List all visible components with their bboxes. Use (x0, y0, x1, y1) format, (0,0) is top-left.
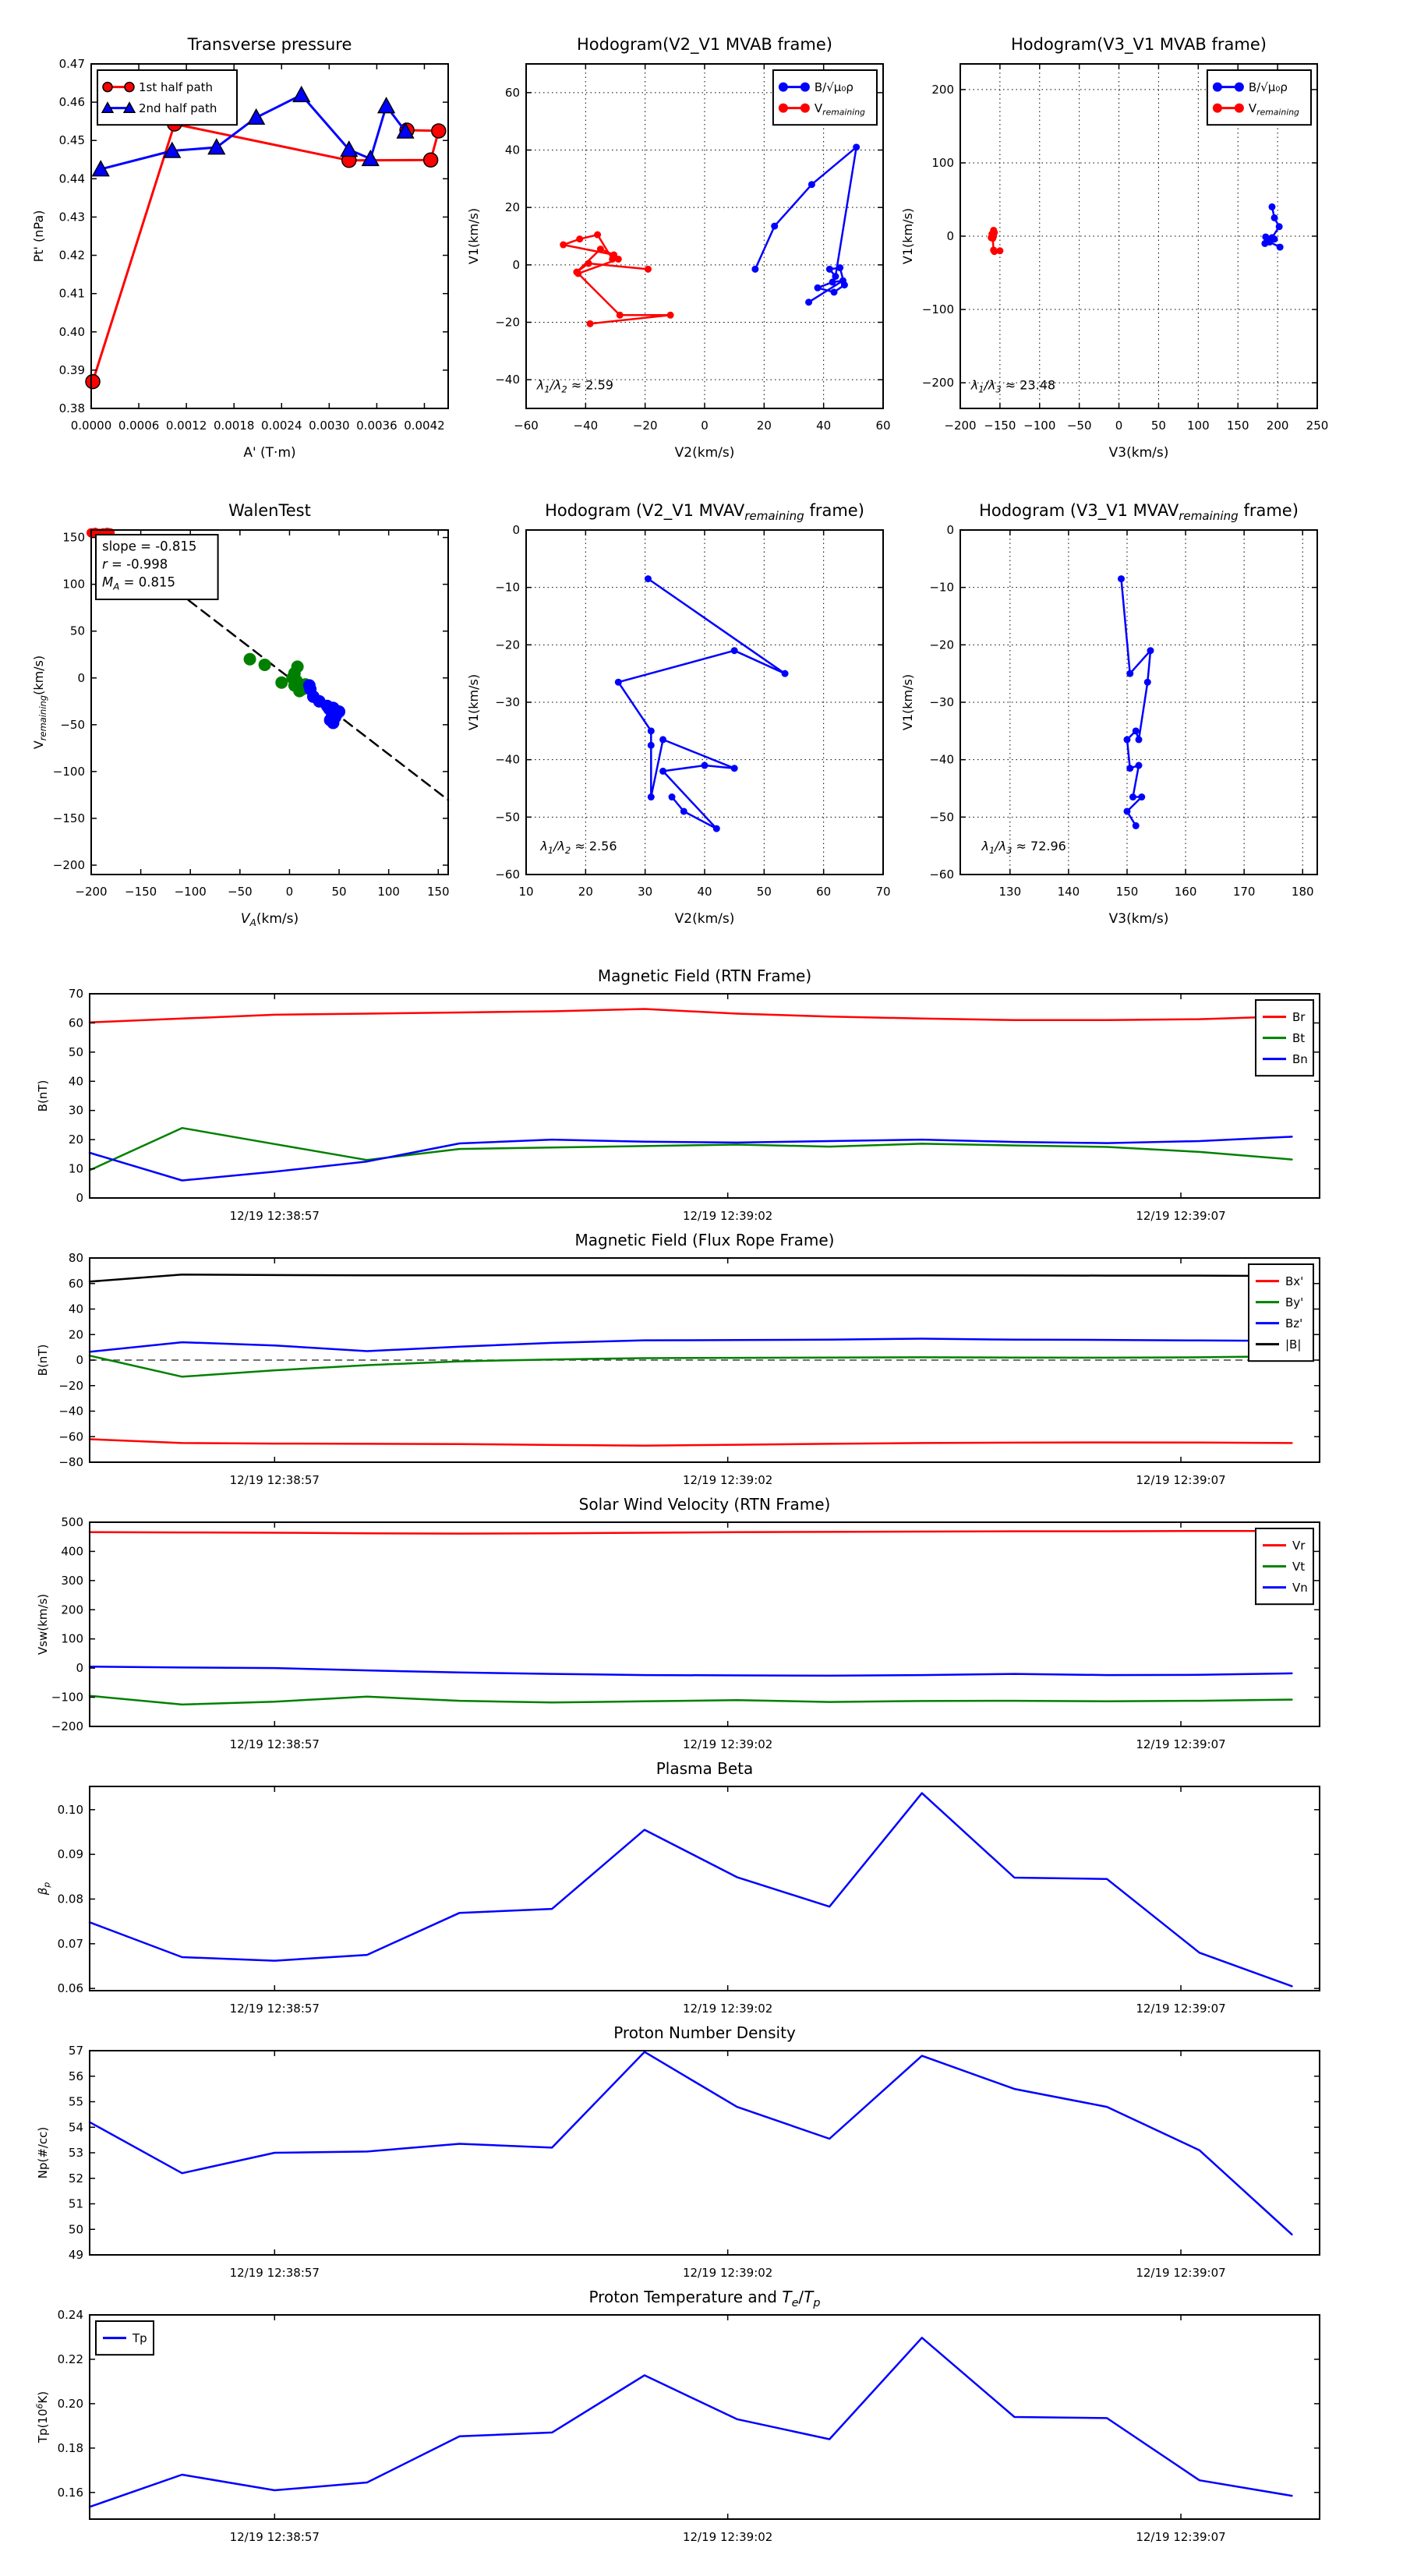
svg-text:−60: −60 (514, 419, 539, 433)
svg-text:12/19 12:39:02: 12/19 12:39:02 (682, 2530, 773, 2544)
svg-text:0: 0 (76, 1191, 83, 1205)
svg-text:V1(km/s): V1(km/s) (900, 207, 915, 265)
svg-text:150: 150 (1115, 885, 1139, 899)
svg-text:12/19 12:39:02: 12/19 12:39:02 (682, 1473, 773, 1487)
svg-text:λ1/λ2 ≈ 2.56: $\lambda_1/\lambda_2 \approx 2.56$ (540, 839, 617, 856)
svg-text:0.08: 0.08 (57, 1892, 83, 1906)
svg-text:0.10: 0.10 (57, 1802, 83, 1817)
series-v-remaining (564, 235, 670, 323)
svg-text:−200: −200 (944, 419, 977, 433)
chart-np (36, 2023, 1320, 2280)
svg-text:400: 400 (61, 1544, 83, 1559)
svg-text:1st half path: 1st half path (139, 80, 214, 94)
svg-text:0.47: 0.47 (58, 57, 85, 71)
series-vt (90, 1696, 1292, 1705)
svg-text:0.0000: 0.0000 (70, 419, 112, 433)
svg-text:Br: Br (1292, 1010, 1306, 1024)
svg-text:Bn: Bn (1292, 1052, 1308, 1066)
svg-text:0.16: 0.16 (57, 2485, 83, 2500)
chart-title: Transverse pressure (187, 35, 352, 54)
chart-title: Magnetic Field (Flux Rope Frame) (574, 1231, 835, 1249)
chart-title: Plasma Beta (656, 1759, 754, 1778)
svg-text:200: 200 (931, 82, 954, 97)
svg-text:56: 56 (68, 2069, 83, 2083)
svg-text:VA(km/s): $V_A(km/s)$ (240, 911, 299, 929)
svg-text:−80: −80 (58, 1455, 83, 1469)
svg-text:0.18: 0.18 (57, 2440, 83, 2455)
svg-text:12/19 12:39:07: 12/19 12:39:07 (1136, 2530, 1226, 2544)
svg-text:20: 20 (504, 200, 520, 215)
chart-walen-test (31, 501, 450, 928)
chart-beta (36, 1759, 1320, 2016)
svg-text:Bt: Bt (1292, 1031, 1306, 1045)
svg-text:130: 130 (998, 885, 1022, 899)
svg-text:12/19 12:39:07: 12/19 12:39:07 (1136, 1473, 1226, 1487)
svg-text:140: 140 (1057, 885, 1080, 899)
svg-text:60: 60 (875, 419, 891, 433)
svg-text:−30: −30 (495, 695, 520, 709)
svg-text:0.41: 0.41 (58, 286, 85, 301)
chart-mag-rtn (36, 966, 1320, 1223)
svg-text:−20: −20 (495, 638, 520, 652)
svg-text:−40: −40 (495, 752, 520, 767)
svg-text:0: 0 (77, 670, 85, 685)
svg-text:−100: −100 (921, 302, 954, 317)
svg-text:Tp: Tp (133, 2331, 147, 2345)
svg-text:12/19 12:38:57: 12/19 12:38:57 (229, 2002, 320, 2016)
svg-text:100: 100 (377, 885, 400, 899)
svg-text:Np(#/cc): Np(#/cc) (36, 2126, 50, 2179)
svg-text:0.44: 0.44 (58, 171, 85, 186)
svg-text:−40: −40 (58, 1404, 83, 1419)
plot-frame (90, 1522, 1320, 1726)
svg-text:60: 60 (504, 85, 520, 100)
svg-text:V3(km/s): V3(km/s) (1108, 911, 1169, 927)
chart-hodogram-v3v1-mvav (900, 501, 1317, 927)
svg-text:12/19 12:38:57: 12/19 12:38:57 (229, 1737, 320, 1751)
svg-text:50: 50 (1150, 419, 1166, 433)
svg-text:40: 40 (68, 1302, 83, 1316)
svg-text:12/19 12:39:07: 12/19 12:39:07 (1136, 1209, 1226, 1223)
svg-text:80: 80 (68, 1251, 83, 1265)
svg-text:60: 60 (68, 1276, 83, 1291)
svg-text:0: 0 (946, 229, 954, 243)
svg-text:0: 0 (512, 523, 520, 537)
svg-text:0.42: 0.42 (58, 248, 85, 263)
svg-text:0.22: 0.22 (57, 2352, 83, 2366)
chart-title: Solar Wind Velocity (RTN Frame) (578, 1495, 831, 1514)
svg-text:−40: −40 (573, 419, 599, 433)
svg-text:Bz': Bz' (1285, 1316, 1303, 1330)
svg-text:0.20: 0.20 (57, 2396, 83, 2411)
svg-text:0.40: 0.40 (58, 324, 85, 339)
svg-text:0: 0 (701, 419, 709, 433)
svg-text:50: 50 (331, 885, 347, 899)
svg-text:12/19 12:38:57: 12/19 12:38:57 (229, 1473, 320, 1487)
svg-text:53: 53 (68, 2146, 83, 2160)
svg-text:0.06: 0.06 (57, 1981, 83, 1996)
svg-text:−40: −40 (495, 373, 520, 387)
svg-text:54: 54 (68, 2120, 83, 2135)
svg-text:−20: −20 (58, 1378, 83, 1393)
series-bt (90, 1128, 1292, 1170)
series--b- (90, 1274, 1292, 1281)
svg-text:Vr: Vr (1292, 1539, 1306, 1553)
legend (1256, 1528, 1313, 1604)
svg-text:12/19 12:39:02: 12/19 12:39:02 (682, 1209, 773, 1223)
svg-text:0: 0 (512, 257, 520, 272)
series-bz- (90, 1339, 1292, 1352)
series-v-path (1122, 579, 1151, 826)
svg-text:50: 50 (68, 2222, 83, 2237)
svg-text:12/19 12:39:07: 12/19 12:39:07 (1136, 2002, 1226, 2016)
svg-text:Bx': Bx' (1285, 1274, 1304, 1288)
svg-text:0: 0 (76, 1353, 83, 1367)
chart-title: Hodogram (V3_V1 $MVAV_{remaining}$ frame) (979, 501, 1299, 523)
chart-title: WalenTest (228, 501, 311, 520)
svg-text:−20: −20 (495, 315, 520, 330)
svg-text:−10: −10 (929, 580, 954, 595)
svg-text:0.0042: 0.0042 (404, 419, 445, 433)
svg-text:50: 50 (69, 624, 85, 638)
chart-title: Hodogram(V2_V1 MVAB frame) (577, 35, 832, 54)
svg-text:−100: −100 (52, 764, 85, 779)
svg-text:0.0006: 0.0006 (118, 419, 160, 433)
chart-transverse-pressure (31, 35, 448, 461)
svg-text:250: 250 (1306, 419, 1329, 433)
svg-text:170: 170 (1232, 885, 1256, 899)
chart-title: Hodogram (V2_V1 $MVAV_{remaining}$ frame) (545, 501, 864, 523)
series-v-path (618, 579, 785, 829)
svg-text:MA = 0.815: $M_A = 0.815$ (102, 574, 175, 592)
svg-text:B/√μ₀ρ: B/√μ₀ρ (814, 80, 853, 94)
svg-text:12/19 12:39:07: 12/19 12:39:07 (1136, 1737, 1226, 1751)
series-beta-p (90, 1793, 1292, 1987)
svg-text:0.0012: 0.0012 (165, 419, 207, 433)
svg-text:V1(km/s): V1(km/s) (466, 207, 481, 265)
svg-text:−20: −20 (929, 638, 954, 652)
svg-text:12/19 12:38:57: 12/19 12:38:57 (229, 1209, 320, 1223)
svg-text:Pt' (nPa): Pt' (nPa) (31, 210, 46, 263)
svg-text:−150: −150 (52, 811, 85, 825)
svg-text:V2(km/s): V2(km/s) (674, 911, 735, 927)
svg-text:40: 40 (697, 885, 712, 899)
legend (97, 70, 237, 125)
svg-text:0: 0 (946, 523, 954, 537)
series-1st-half-path (93, 124, 439, 382)
svg-text:0.38: 0.38 (58, 401, 85, 415)
svg-text:40: 40 (816, 419, 832, 433)
svg-text:30: 30 (638, 885, 653, 899)
svg-text:A' (T·m): A' (T·m) (243, 445, 296, 461)
svg-text:2nd half path: 2nd half path (139, 101, 217, 115)
svg-text:−60: −60 (929, 868, 954, 882)
chart-tp (34, 2288, 1320, 2544)
svg-text:−60: −60 (495, 868, 520, 882)
svg-text:150: 150 (426, 885, 450, 899)
svg-text:150: 150 (1226, 419, 1249, 433)
chart-hodogram-v3v1-mvab (900, 35, 1328, 461)
series-np (90, 2052, 1292, 2235)
svg-text:12/19 12:39:02: 12/19 12:39:02 (682, 1737, 773, 1751)
svg-text:Vremaining(km/s): $V_{remaining}(km/s)$ (31, 655, 48, 750)
legend (1249, 1264, 1313, 1361)
svg-text:−10: −10 (495, 580, 520, 595)
svg-text:50: 50 (756, 885, 772, 899)
svg-text:−30: −30 (929, 695, 954, 709)
svg-text:200: 200 (61, 1602, 83, 1617)
svg-text:−200: −200 (52, 857, 85, 872)
svg-text:−100: −100 (174, 885, 207, 899)
svg-text:20: 20 (756, 419, 772, 433)
chart-title: Proton Number Density (613, 2023, 796, 2042)
svg-text:Vt: Vt (1292, 1560, 1306, 1574)
svg-text:0: 0 (1115, 419, 1123, 433)
svg-text:0.07: 0.07 (57, 1936, 83, 1951)
chart-mag-fr (36, 1231, 1320, 1487)
svg-text:12/19 12:39:07: 12/19 12:39:07 (1136, 2266, 1226, 2280)
svg-text:100: 100 (931, 155, 954, 170)
svg-text:300: 300 (61, 1573, 83, 1588)
svg-text:0: 0 (76, 1661, 83, 1676)
svg-text:50: 50 (68, 1044, 83, 1059)
series-by- (90, 1355, 1292, 1376)
chart-hodogram-v2v1-mvav (466, 501, 891, 927)
svg-text:52: 52 (68, 2171, 83, 2186)
legend (1256, 1000, 1313, 1076)
svg-text:0.46: 0.46 (58, 95, 85, 110)
svg-text:λ1/λ3 ≈ 72.96: $\lambda_1/\lambda_3 \approx 72.96$ (981, 839, 1066, 856)
svg-text:−50: −50 (60, 717, 85, 732)
svg-text:200: 200 (1266, 419, 1289, 433)
svg-text:V1(km/s): V1(km/s) (466, 673, 481, 731)
series-bx- (90, 1440, 1292, 1446)
svg-text:500: 500 (61, 1515, 83, 1529)
svg-text:51: 51 (68, 2196, 83, 2211)
svg-text:Vsw(km/s): Vsw(km/s) (36, 1593, 50, 1655)
series-vn (90, 1666, 1292, 1676)
svg-text:Vremaining: $V_{remaining}$ (814, 101, 865, 118)
legend (773, 70, 877, 125)
legend (96, 2321, 154, 2355)
svg-text:40: 40 (68, 1074, 83, 1089)
svg-text:Tp(106K): $Tp(10^6K)$ (34, 2390, 50, 2443)
svg-text:V3(km/s): V3(km/s) (1108, 445, 1169, 461)
svg-text:60: 60 (68, 1016, 83, 1030)
svg-text:λ1/λ3 ≈ 23.48: $\lambda_1/\lambda_3 \approx 23.48$ (970, 377, 1056, 395)
plot-frame (90, 2315, 1320, 2519)
svg-text:0.0024: 0.0024 (261, 419, 302, 433)
svg-text:slope = -0.815: slope = -0.815 (102, 539, 197, 554)
chart-hodogram-v2v1-mvab (466, 35, 891, 461)
svg-text:10: 10 (518, 885, 534, 899)
legend (1207, 70, 1311, 125)
svg-text:βp: $\beta_p$ (36, 1882, 52, 1896)
svg-text:−200: −200 (51, 1719, 83, 1733)
svg-text:0.45: 0.45 (58, 133, 85, 148)
svg-text:V1(km/s): V1(km/s) (900, 673, 915, 731)
svg-text:−150: −150 (984, 419, 1016, 433)
svg-text:30: 30 (68, 1103, 83, 1118)
series-tp (90, 2337, 1292, 2507)
chart-vsw (36, 1495, 1320, 1751)
svg-text:0.0030: 0.0030 (309, 419, 350, 433)
svg-text:−50: −50 (228, 885, 253, 899)
svg-text:−20: −20 (632, 419, 658, 433)
series-vr (90, 1531, 1292, 1533)
svg-text:Vremaining: $V_{remaining}$ (1248, 101, 1299, 118)
plot-frame (90, 994, 1320, 1198)
svg-text:55: 55 (68, 2094, 83, 2109)
svg-text:B/√μ₀ρ: B/√μ₀ρ (1248, 80, 1288, 94)
svg-text:0.09: 0.09 (57, 1847, 83, 1862)
plot-frame (960, 530, 1317, 875)
svg-text:12/19 12:39:02: 12/19 12:39:02 (682, 2266, 773, 2280)
svg-text:−50: −50 (495, 810, 520, 825)
svg-text:−150: −150 (125, 885, 157, 899)
chart-title: Hodogram(V3_V1 MVAB frame) (1011, 35, 1267, 54)
svg-text:λ1/λ2 ≈ 2.59: $\lambda_1/\lambda_2 \approx 2.59$ (536, 377, 613, 395)
svg-text:By': By' (1285, 1295, 1304, 1309)
svg-text:r = -0.998: r = -0.998 (102, 557, 168, 572)
svg-text:0.0018: 0.0018 (213, 419, 255, 433)
chart-title: Magnetic Field (RTN Frame) (597, 966, 812, 985)
svg-text:160: 160 (1174, 885, 1197, 899)
svg-text:150: 150 (62, 530, 85, 545)
svg-text:−200: −200 (75, 885, 108, 899)
svg-text:B(nT): B(nT) (36, 1080, 50, 1112)
svg-text:−40: −40 (929, 752, 954, 767)
svg-text:12/19 12:39:02: 12/19 12:39:02 (682, 2002, 773, 2016)
chart-title: Proton Temperature and $T_e/T_p$ (588, 2288, 821, 2309)
svg-text:12/19 12:38:57: 12/19 12:38:57 (229, 2266, 320, 2280)
svg-text:70: 70 (875, 885, 891, 899)
svg-text:0.43: 0.43 (58, 210, 85, 224)
svg-text:20: 20 (68, 1133, 83, 1147)
svg-text:|B|: |B| (1285, 1337, 1302, 1352)
svg-text:180: 180 (1291, 885, 1314, 899)
svg-text:−100: −100 (1023, 419, 1056, 433)
svg-text:40: 40 (504, 143, 520, 157)
svg-text:Vn: Vn (1292, 1581, 1308, 1595)
svg-text:0.24: 0.24 (57, 2308, 83, 2322)
svg-text:0.39: 0.39 (58, 362, 85, 377)
svg-text:49: 49 (68, 2248, 83, 2262)
svg-text:100: 100 (62, 577, 85, 592)
svg-text:−50: −50 (1066, 419, 1092, 433)
svg-text:0: 0 (285, 885, 294, 899)
svg-text:−50: −50 (929, 810, 954, 825)
svg-text:V2(km/s): V2(km/s) (674, 445, 735, 461)
svg-text:70: 70 (68, 987, 83, 1001)
svg-text:−200: −200 (921, 376, 954, 390)
svg-text:100: 100 (1187, 419, 1210, 433)
svg-text:−60: −60 (58, 1429, 83, 1444)
svg-text:60: 60 (816, 885, 832, 899)
svg-text:20: 20 (68, 1327, 83, 1342)
svg-text:10: 10 (68, 1161, 83, 1176)
svg-text:100: 100 (61, 1631, 83, 1646)
svg-text:0.0036: 0.0036 (356, 419, 398, 433)
svg-text:12/19 12:38:57: 12/19 12:38:57 (229, 2530, 320, 2544)
svg-text:−100: −100 (51, 1690, 83, 1705)
series-br (90, 1009, 1292, 1023)
svg-text:B(nT): B(nT) (36, 1344, 50, 1376)
svg-text:20: 20 (578, 885, 593, 899)
svg-text:57: 57 (68, 2044, 83, 2058)
